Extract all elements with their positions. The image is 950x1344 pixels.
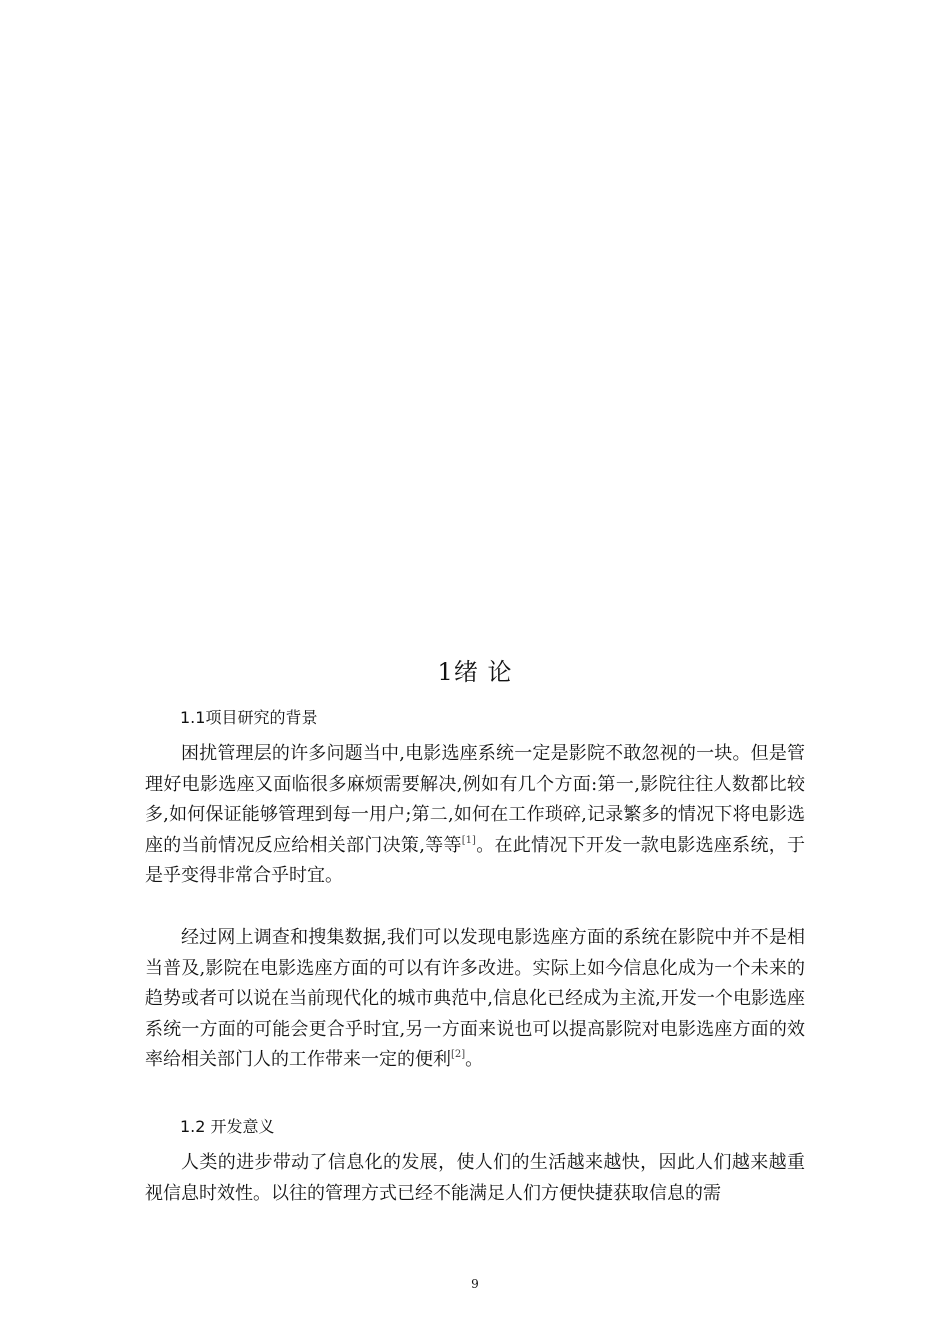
paragraph-background-2 (145, 923, 805, 1076)
paragraph-tail: 。 (465, 1049, 484, 1070)
section-heading-1-1: 1.1项目研究的背景 (180, 708, 318, 727)
paragraph-text: 人类的进步带动了信息化的发展，使人们的生活越来越快，因此人们越来越重视信息时效性。以往的管理方式已经不能满足人们方便快捷获取信息的需 (145, 1152, 805, 1204)
chapter-title: 1绪 论 (437, 658, 513, 686)
citation-marker: [1] (461, 834, 476, 846)
paragraph-background-1 (145, 739, 805, 892)
paragraph-significance-1 (145, 1148, 805, 1209)
section-heading-1-2: 1.2 开发意义 (180, 1117, 275, 1136)
citation-marker: [2] (451, 1049, 466, 1060)
paragraph-text: 经过网上调查和搜集数据,我们可以发现电影选座方面的系统在影院中并不是相当普及,影院在电影选座方面的可以有许多改进。实际上如今信息化成为一个未来的趋势或者可以说在当前现代化的城市典范中,信息化已经成为主流,开发一个电影选座系统一方面的可能会更合乎时宜,另一方面来说也可以提高影院对电影选座方面的效率给相关部门人的工作带来一定的便利 (145, 927, 805, 1070)
paragraph-text: 困扰管理层的许多问题当中,电影选座系统一定是影院不敢忽视的一块。但是管理好电影选座又面临很多麻烦需要解决,例如有几个方面:第一,影院往往人数都比较多,如何保证能够管理到每一用户;第二,如何在工作琐碎,记录繁多的情况下将电影选座的当前情况反应给相关部门决策,等等 (145, 743, 805, 856)
page-number: 9 (471, 1277, 479, 1291)
paragraph-tail: 。在此情况下开发一款电影选座系统，于是乎变得非常合乎时宜。 (145, 834, 805, 886)
